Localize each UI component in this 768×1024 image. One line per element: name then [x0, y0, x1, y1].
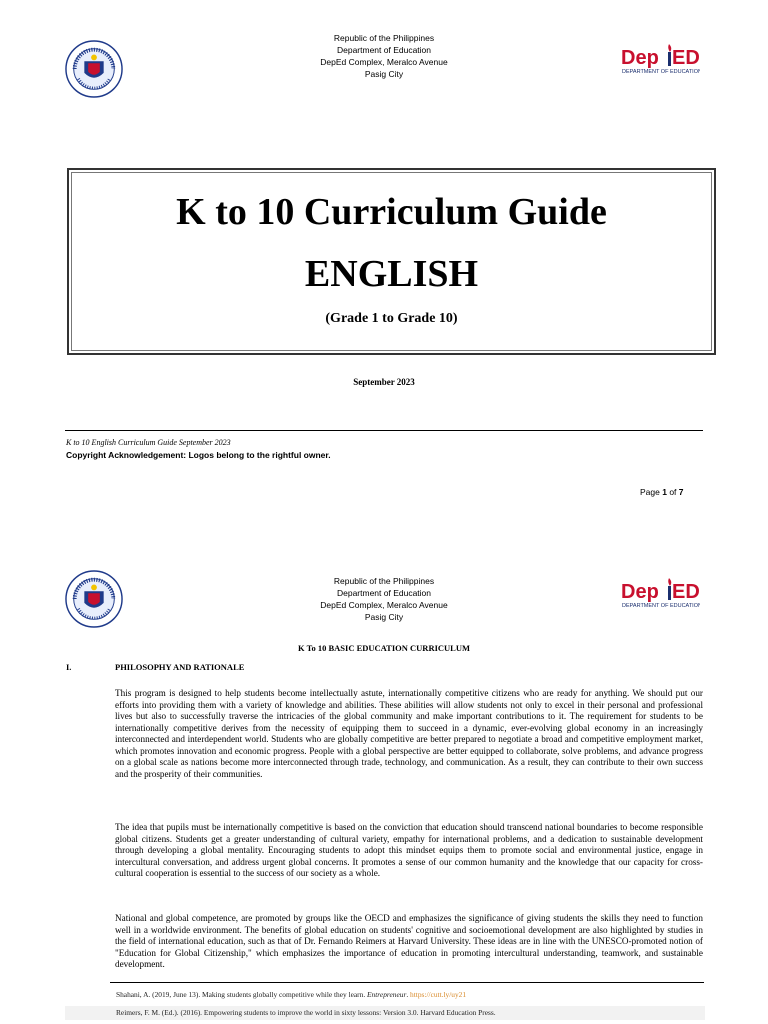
footnote-divider: [110, 982, 704, 983]
svg-text:Dep: Dep: [621, 47, 659, 69]
footer-document-label: K to 10 English Curriculum Guide September 2023: [66, 438, 231, 447]
reference-1: [116, 990, 466, 999]
svg-text:Dep: Dep: [621, 581, 659, 603]
letterhead-line: Republic of the Philippines: [333, 576, 435, 586]
letterhead-line: Republic of the Philippines: [333, 33, 435, 43]
deped-seal-icon: [65, 40, 123, 103]
paragraph: This program is designed to help students become intellectually astute, internationally competitive citizens who are ready for anything. We should put our efforts into providing them with a variety of knowledge and abilities. These abilities will allow students not only to excel in their personal and professional lives but also to successfully traverse the intricacies of the global community and make important contributions to it. The requirement for students to be internationally competitive derives from the necessity of equipping them to succeed in a dynamic, ever-evolving global economy in an increasingly interconnected and interdependent world. Students who are globally competitive are better prepared to negotiate a broad and competitive employment market, which promotes innovation and economic progress. People with a global perspective are better equipped to collaborate, solve problems, and advance progress on a global scale as nations become more interconnected through trade, technology, and communication. As a result, they can contribute to their own success and the prosperity of their communities.: [115, 688, 703, 779]
reference-text: Shahani, A. (2019, June 13). Making students globally competitive while they learn.: [116, 990, 368, 999]
page-prefix: Page: [640, 487, 663, 497]
letterhead-line: Pasig City: [364, 69, 404, 79]
section-title: PHILOSOPHY AND RATIONALE: [115, 662, 245, 672]
deped-logo: [620, 576, 700, 621]
grade-range: (Grade 1 to Grade 10): [325, 311, 458, 326]
page-total: 7: [678, 487, 684, 497]
letterhead: [284, 575, 484, 623]
reference-link[interactable]: https://cutt.ly/uy21: [410, 990, 467, 999]
subject-title: ENGLISH: [304, 253, 479, 295]
reference-source: Entrepreneur: [367, 990, 407, 999]
letterhead-line: Department of Education: [336, 588, 432, 598]
letterhead-line: Department of Education: [336, 45, 432, 55]
reference-2: Reimers, F. M. (Ed.). (2016). Empowering students to improve the world in sixty lessons: Version 3.0. Harvard Education Press.: [116, 1008, 496, 1017]
deped-seal-icon: [65, 570, 123, 633]
page-current: 1: [662, 487, 667, 497]
page-2: [0, 560, 768, 1024]
document-title: K to 10 Curriculum Guide: [176, 191, 607, 233]
section-number: I.: [66, 662, 72, 672]
letterhead-line: DepEd Complex, Meralco Avenue: [320, 600, 448, 610]
curriculum-heading: K To 10 BASIC EDUCATION CURRICULUM: [298, 643, 470, 653]
paragraph: National and global competence, are promoted by groups like the OECD and emphasizes the significance of giving students the skills they need to function well in a worldwide environment. The benefits of global education on students' cognitive and socioemotional development are also highlighted by studies in the field of international education, such as that of Dr. Fernando Reimers at Harvard University. These ideas are in line with the UNESCO-promoted notion of "Education for Global Citizenship," which emphasizes the importance of education in promoting intercultural understanding, teamwork, and sustainable development.: [115, 913, 703, 969]
svg-text:ED: ED: [672, 581, 700, 603]
page-number: [640, 487, 684, 497]
deped-logo: [620, 42, 700, 87]
svg-text:DEPARTMENT OF EDUCATION: DEPARTMENT OF EDUCATION: [622, 69, 700, 75]
paragraph: The idea that pupils must be internationally competitive is based on the conviction that education should transcend national boundaries to become responsible global citizens. Students get a greater understanding of cultural variety, empathy for international problems, and a dedication to sustainable development through developing a global mentality. Encouraging students to adopt this mindset equips them to promote social and environmental justice, engage in intercultural conversation, and address urgent global concerns. It promotes a sense of our common humanity and the knowledge that our capacity for cross-cultural cooperation is essential to the success of our society as a whole.: [115, 822, 703, 878]
page-middle: of: [666, 487, 679, 497]
svg-text:DEPARTMENT OF EDUCATION: DEPARTMENT OF EDUCATION: [622, 603, 700, 609]
copyright-note: Copyright Acknowledgement: Logos belong to the rightful owner.: [66, 450, 331, 460]
reference-separator: .: [406, 990, 411, 999]
title-box: [67, 168, 716, 355]
footer-divider: [65, 430, 703, 431]
publication-date: September 2023: [353, 377, 415, 387]
svg-text:ED: ED: [672, 47, 700, 69]
letterhead-line: Pasig City: [364, 612, 404, 622]
letterhead: [284, 32, 484, 80]
letterhead-line: DepEd Complex, Meralco Avenue: [320, 57, 448, 67]
